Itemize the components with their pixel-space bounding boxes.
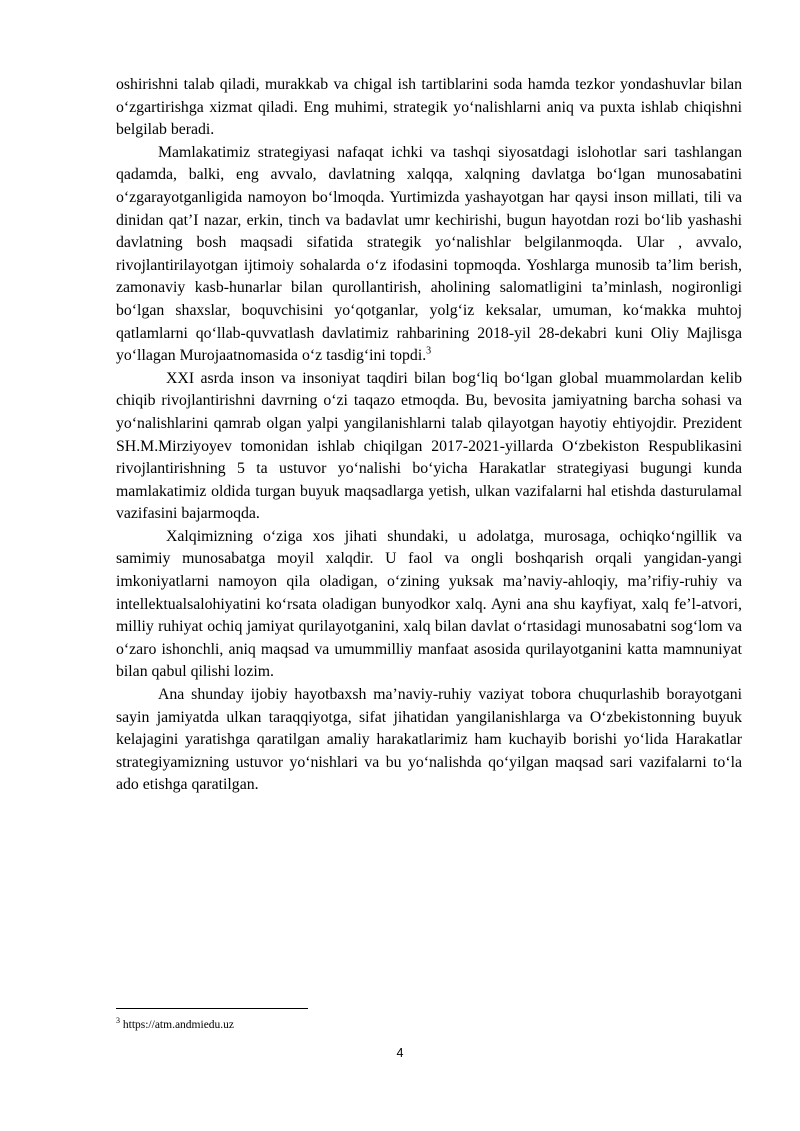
page-number: 4 xyxy=(396,1046,404,1060)
footnote-separator xyxy=(116,1008,308,1009)
paragraph-5: Ana shunday ijobiy hayotbaxsh ma’naviy-ruhiy vaziyat tobora chuqurlashib borayotgani sayin jamiyatda ulkan taraqqiyotga, sifat jihatidan yangilanishlarga va O‘zbekistonning buyuk kelajagini yaratishga qaratilgan amaliy harakatlarimiz ham kuchayib borishi yo‘lida Harakatlar strategiyamizning ustuvor yo‘nishlari va bu yo‘nalishda qo‘yilgan maqsad sari vazifalarni to‘la ado etishga qaratilgan. xyxy=(116,686,742,794)
paragraph-3: XXI asrda inson va insoniyat taqdiri bilan bog‘liq bo‘lgan global muammolardan kelib chiqib rivojlantirishni davrning o‘zi taqazo etmoqda. Bu, bevosita jamiyatning barcha sohasi va yo‘nalishlarini qamrab olgan yalpi yangilanishlarni talab qilayotgan hayotiy ehtiyojdir. Prezident SH.M.Mirziyoyev tomonidan ishlab chiqilgan 2017-2021-yillarda O‘zbekiston Respublikasini rivojlantirishning 5 ta ustuvor yo‘nalishi bo‘yicha Harakatlar strategiyasi bugungi kunda mamlakatimiz oldida turgan buyuk maqsadlarga yetish, ulkan vazifalarni hal etishda dasturulamal vazifasini bajarmoqda. xyxy=(116,369,742,523)
paragraph-1: oshirishni talab qiladi, murakkab va chigal ish tartiblarini soda hamda tezkor yondashuvlar bilan o‘zgartirishga xizmat qiladi. Eng muhimi, strategik yo‘nalishlarni aniq va puxta ishlab chiqishni belgilab beradi. xyxy=(116,76,742,139)
footnote xyxy=(116,1018,234,1032)
paragraph-4: Xalqimizning o‘ziga xos jihati shundaki, u adolatga, murosaga, ochiqko‘ngillik va samimiy munosabatga moyil xalqdir. U faol va ongli boshqarish orqali yangidan-yangi imkoniyatlarni namoyon qila oladigan, o‘zining yuksak ma’naviy-ahloqiy, ma’rifiy-ruhiy va intellektualsalohiyatini ko‘rsata oladigan bunyodkor xalq. Ayni ana shu kayfiyat, xalq fe’l-atvori, milliy ruhiyat ochiq jamiyat qurilayotganini, xalq bilan davlat o‘rtasidagi munosabatni sog‘lom va o‘zaro ishonchli, aniq maqsad va umummilliy manfaat asosida qurilayotganini katta mamnuniyat bilan qabul qilishi lozim. xyxy=(116,527,742,681)
footnote-reference[interactable]: 3 xyxy=(426,345,432,357)
body-text xyxy=(116,74,742,797)
footnote-link[interactable]: https://atm.andmiedu.uz xyxy=(120,1019,235,1031)
footnote-number: 3 xyxy=(116,1016,120,1026)
paragraph-2: Mamlakatimiz strategiyasi nafaqat ichki va tashqi siyosatdagi islohotlar sari tashlangan qadamda, balki, eng avvalo, davlatning xalqqa, xalqning davlatga bo‘lgan munosabatini o‘zgarayotganligida namoyon bo‘lmoqda. Yurtimizda yashayotgan har qaysi inson millati, tili va dinidan qat’I nazar, erkin, tinch va badavlat umr kechirishi, bugun hayotdan rozi bo‘lib yashashi davlatning bosh maqsadi sifatida strategik yo‘nalishlar belgilanmoqda. Ular , avvalo, rivojlantirilayotgan ijtimoiy sohalarda o‘z ifodasini topmoqda. Yoshlarga munosib ta’lim berish, zamonaviy kasb-hunarlar bilan qurollantirish, aholining salomatligini ta’minlash, nogironligi bo‘lgan shaxslar, boquvchisini yo‘qotganlar, yolg‘iz keksalar, umuman, ko‘makka muhtoj qatlamlarni qo‘llab-quvvatlash davlatimiz rahbarining 2018-yil 28-dekabri kuni Oliy Majlisga yo‘llagan Murojaatnomasida o‘z tasdig‘ini topdi.$^3$ xyxy=(116,143,742,365)
